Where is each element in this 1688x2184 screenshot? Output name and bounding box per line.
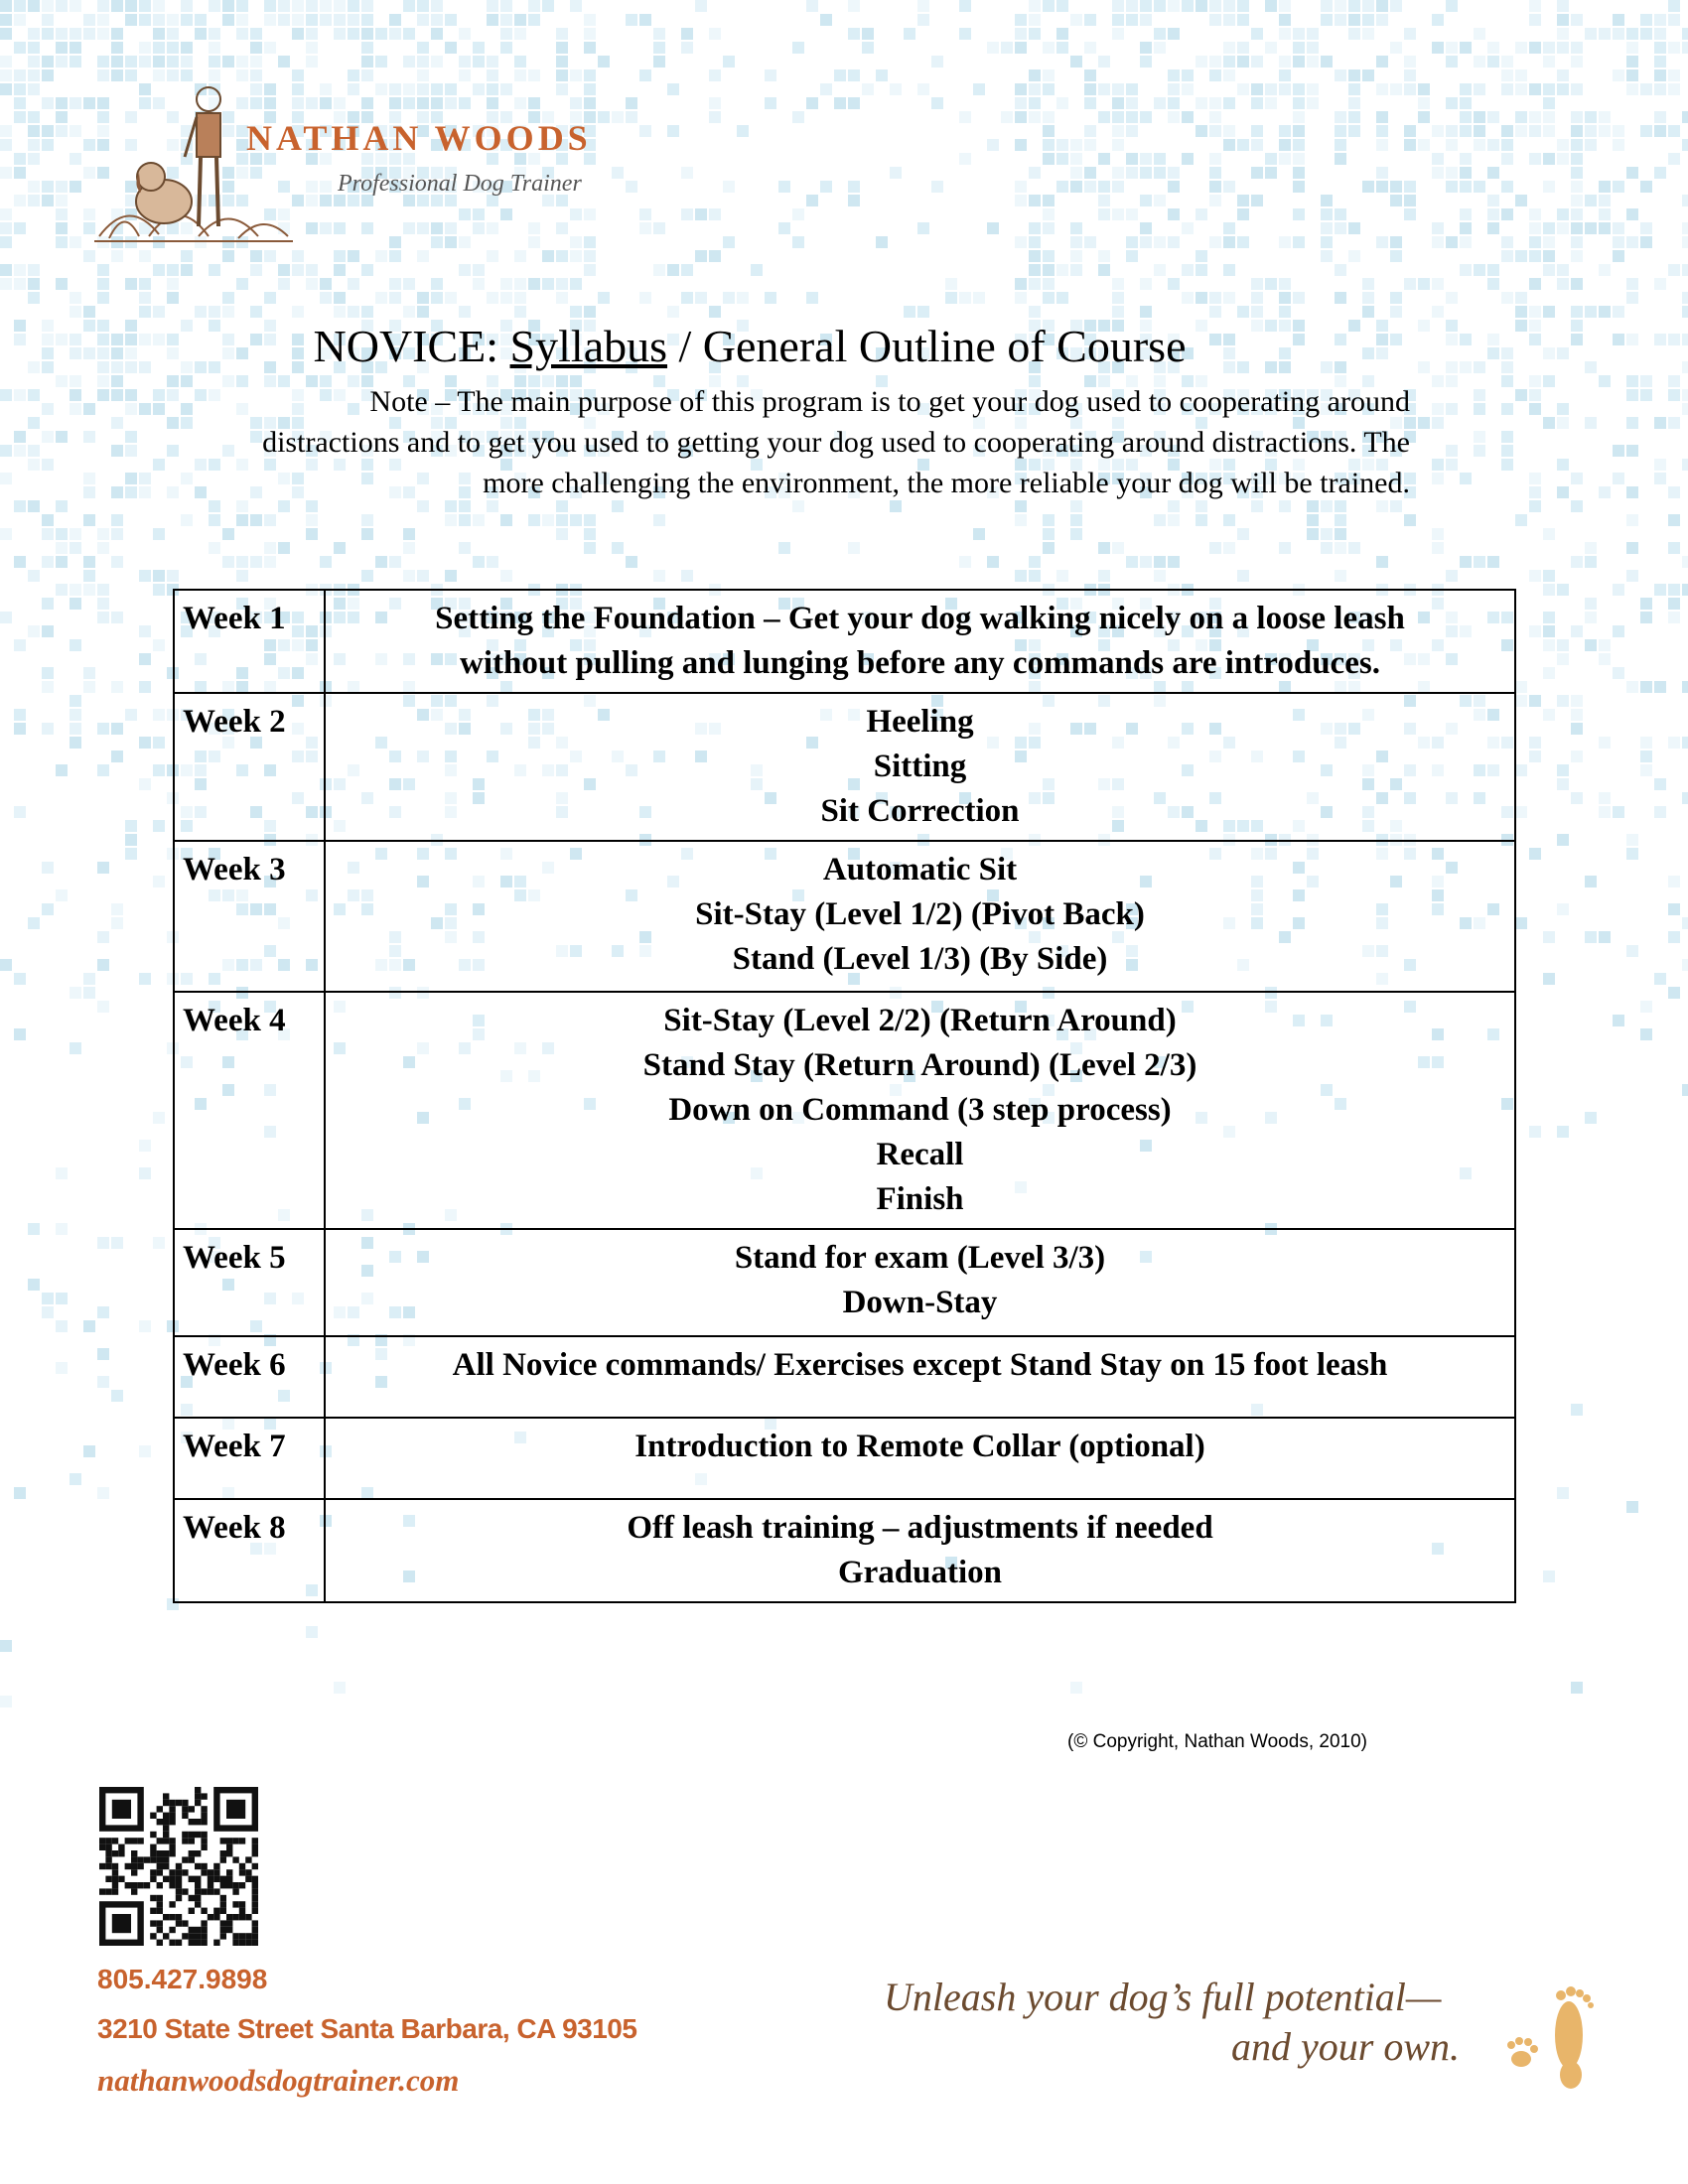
page-title (0, 320, 1499, 372)
table-row (174, 841, 1515, 992)
week-item: Stand Stay (Return Around) (Level 2/3) (642, 1047, 1197, 1083)
brand-name: NATHAN WOODS (246, 118, 592, 158)
syllabus-table-body (174, 590, 1515, 1602)
week-content (325, 1418, 1515, 1499)
paw-and-footprint-icon (1497, 1976, 1607, 2095)
week-item: Sit-Stay (Level 2/2) (Return Around) (663, 1003, 1177, 1038)
week-content (325, 693, 1515, 841)
note-line-2: distractions and to get you used to getting your dog used to cooperating around distractions. The (262, 426, 1410, 459)
week-item: without pulling and lunging before any commands are introduces. (460, 645, 1380, 681)
table-row (174, 992, 1515, 1229)
syllabus-table (173, 589, 1516, 1603)
week-item: Automatic Sit (822, 852, 1018, 887)
week-label: Week 3 (174, 841, 325, 992)
title-underlined-word: Syllabus (509, 321, 668, 371)
copyright-notice: (© Copyright, Nathan Woods, 2010) (1067, 1731, 1367, 1752)
week-item: Recall (876, 1137, 964, 1172)
week-item: Stand for exam (Level 3/3) (734, 1240, 1106, 1276)
note-line-3: more challenging the environment, the more reliable your dog will be trained. (483, 467, 1410, 499)
table-row (174, 1418, 1515, 1499)
week-item: Sitting (873, 749, 967, 784)
week-item: Stand (Level 1/3) (By Side) (732, 941, 1108, 977)
week-item: Finish (876, 1181, 964, 1217)
week-item: Setting the Foundation – Get your dog walking nicely on a loose leash (435, 601, 1405, 636)
week-content (325, 590, 1515, 693)
title-suffix: / General Outline of Course (667, 321, 1187, 371)
week-label: Week 6 (174, 1336, 325, 1418)
week-content (325, 1229, 1515, 1336)
table-row (174, 1229, 1515, 1336)
slogan-line-1: Unleash your dog’s full potential— (884, 1975, 1442, 2019)
week-item: Sit-Stay (Level 1/2) (Pivot Back) (695, 896, 1145, 932)
week-label: Week 2 (174, 693, 325, 841)
week-item: All Novice commands/ Exercises except Stand Stay on 15 foot leash (452, 1347, 1388, 1383)
week-content (325, 841, 1515, 992)
table-row (174, 1336, 1515, 1418)
course-note (119, 381, 1410, 503)
brand-tagline: Professional Dog Trainer (338, 171, 582, 197)
street-address: 3210 State Street Santa Barbara, CA 93105 (97, 2013, 637, 2044)
qr-code-icon (99, 1787, 258, 1946)
week-label: Week 7 (174, 1418, 325, 1499)
week-label: Week 1 (174, 590, 325, 693)
week-item: Heeling (866, 704, 974, 740)
week-content (325, 992, 1515, 1229)
week-item: Sit Correction (820, 793, 1020, 829)
week-item: Graduation (837, 1555, 1003, 1590)
week-content (325, 1336, 1515, 1418)
note-line-1: Note – The main purpose of this program is to get your dog used to cooperating around (369, 385, 1410, 418)
title-prefix: NOVICE: (313, 321, 510, 371)
week-label: Week 8 (174, 1499, 325, 1602)
table-row (174, 590, 1515, 693)
week-item: Down-Stay (842, 1285, 998, 1320)
week-item: Down on Command (3 step process) (668, 1092, 1172, 1128)
phone-number: 805.427.9898 (97, 1964, 268, 1994)
website-link[interactable]: nathanwoodsdogtrainer.com (97, 2063, 460, 2098)
boy-and-dog-logo-icon (89, 77, 298, 246)
week-item: Off leash training – adjustments if needed (627, 1510, 1213, 1546)
week-item: Introduction to Remote Collar (optional) (634, 1429, 1205, 1464)
week-label: Week 4 (174, 992, 325, 1229)
table-row (174, 1499, 1515, 1602)
week-label: Week 5 (174, 1229, 325, 1336)
week-content (325, 1499, 1515, 1602)
slogan-line-2: and your own. (1231, 2024, 1460, 2069)
table-row (174, 693, 1515, 841)
